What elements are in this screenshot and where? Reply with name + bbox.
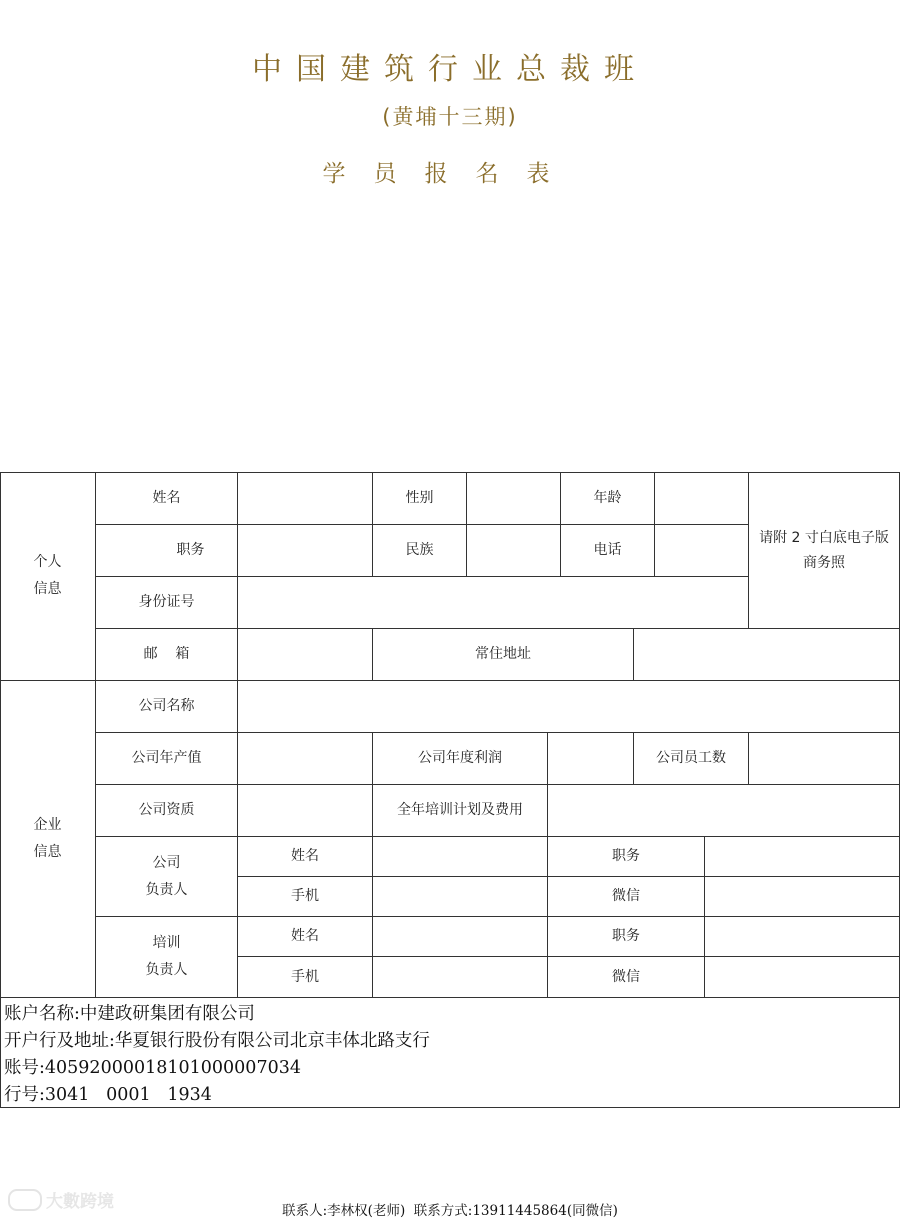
position-label: 职务 — [176, 542, 205, 559]
age-label: 年龄 — [593, 490, 622, 507]
watermark-text: 大數跨境 — [46, 1192, 114, 1212]
training-head-label: 培训 负责人 — [145, 935, 188, 978]
training-head-name-field[interactable] — [373, 917, 547, 956]
training-head-mobile-field[interactable] — [373, 957, 547, 997]
annual-profit-field[interactable] — [548, 733, 633, 784]
company-head-mobile-field[interactable] — [373, 877, 547, 916]
training-plan-label: 全年培训计划及费用 — [397, 802, 523, 819]
bank-account-number: 账号:40592000018101000007034 — [4, 1058, 301, 1078]
section-personal-info: 个人 信息 — [33, 554, 62, 597]
address-field[interactable] — [634, 629, 899, 680]
section-company-info: 企业 信息 — [33, 817, 62, 860]
employee-count-field[interactable] — [749, 733, 899, 784]
form-title: 中国建筑行业总裁班 — [252, 52, 648, 87]
training-head-mobile-label: 手机 — [291, 968, 319, 985]
form-name: 学员报名表 — [322, 161, 578, 187]
name-label: 姓名 — [152, 490, 181, 507]
ethnicity-label: 民族 — [405, 542, 434, 559]
phone-label: 电话 — [593, 542, 622, 559]
bank-address: 开户行及地址:华夏银行股份有限公司北京丰体北路支行 — [4, 1031, 430, 1051]
name-field[interactable] — [238, 473, 372, 524]
email-label: 邮 箱 — [143, 646, 190, 663]
age-field[interactable] — [655, 473, 748, 524]
company-head-mobile-label: 手机 — [291, 888, 319, 905]
address-label: 常住地址 — [475, 646, 531, 663]
company-name-label: 公司名称 — [138, 698, 195, 715]
company-head-name-label: 姓名 — [291, 848, 319, 865]
training-head-wechat-label: 微信 — [612, 968, 640, 985]
phone-field[interactable] — [655, 525, 748, 576]
ethnicity-field[interactable] — [467, 525, 560, 576]
training-head-wechat-field[interactable] — [705, 957, 899, 997]
id-number-label: 身份证号 — [138, 594, 195, 611]
qualification-field[interactable] — [238, 785, 372, 836]
gender-label: 性别 — [405, 490, 434, 507]
contact-info: 联系人:李林权(老师) 联系方式:13911445864(同微信) — [282, 1203, 618, 1219]
photo-upload-area[interactable]: 请附 2 寸白底电子版 商务照 — [759, 530, 889, 571]
id-number-field[interactable] — [238, 577, 748, 628]
qualification-label: 公司资质 — [138, 802, 195, 819]
company-head-label: 公司 负责人 — [145, 854, 188, 898]
annual-output-label: 公司年产值 — [131, 750, 202, 767]
training-head-position-label: 职务 — [612, 928, 640, 945]
annual-profit-label: 公司年度利润 — [418, 750, 502, 767]
training-head-name-label: 姓名 — [291, 928, 319, 945]
company-head-name-field[interactable] — [373, 837, 547, 876]
company-head-position-field[interactable] — [705, 837, 899, 876]
bank-code: 行号:3041 0001 1934 — [4, 1085, 212, 1105]
annual-output-field[interactable] — [238, 733, 372, 784]
training-head-position-field[interactable] — [705, 917, 899, 956]
form-subtitle: (黄埔十三期) — [382, 105, 518, 129]
company-head-wechat-label: 微信 — [612, 888, 640, 905]
gender-field[interactable] — [467, 473, 560, 524]
company-name-field[interactable] — [238, 681, 899, 732]
employee-count-label: 公司员工数 — [656, 750, 726, 767]
bank-account-name: 账户名称:中建政研集团有限公司 — [4, 1004, 255, 1024]
email-field[interactable] — [238, 629, 372, 680]
company-head-position-label: 职务 — [612, 848, 640, 865]
company-head-wechat-field[interactable] — [705, 877, 899, 916]
training-plan-field[interactable] — [548, 785, 899, 836]
